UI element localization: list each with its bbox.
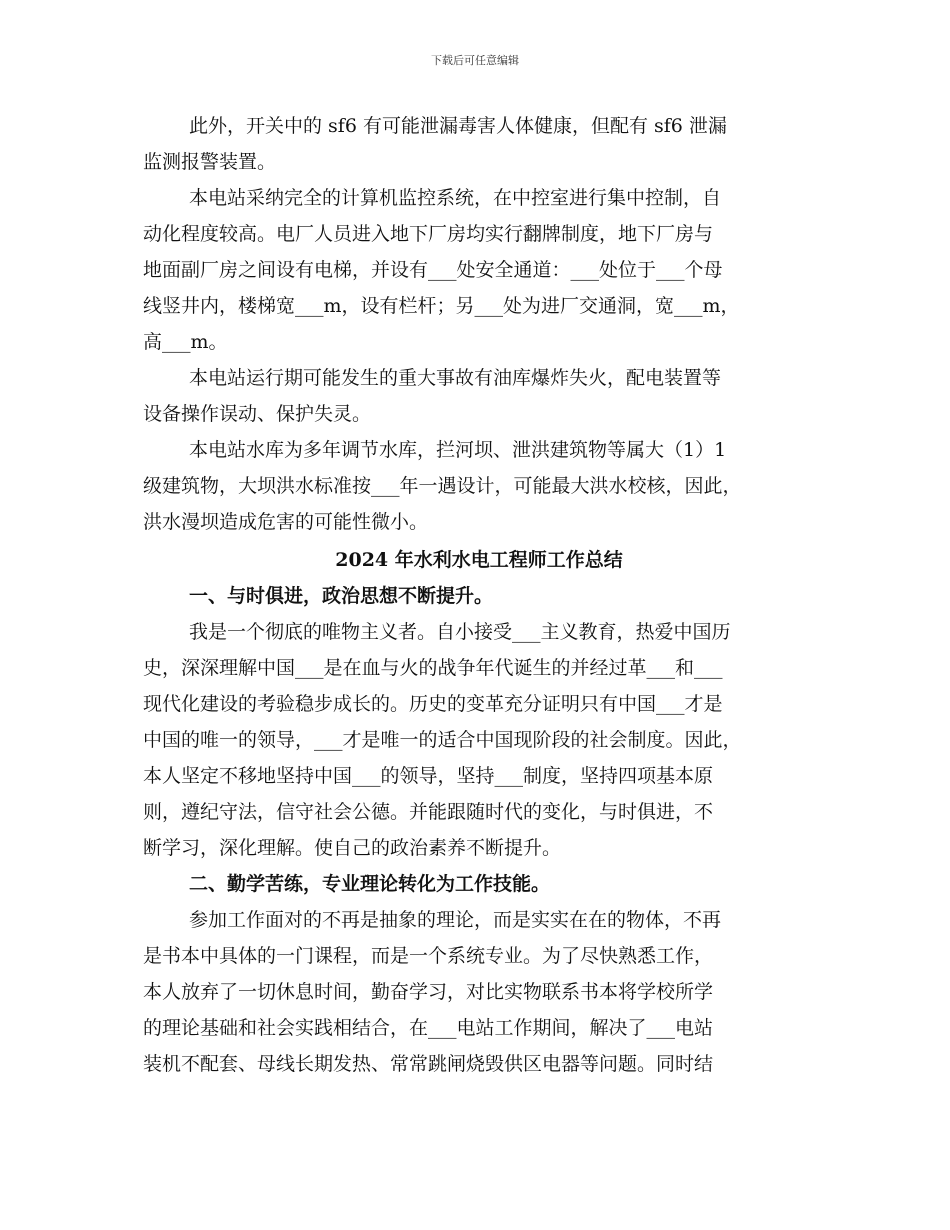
text-line: 级建筑物，大坝洪水标准按___年一遇设计，可能最大洪水校核，因此， <box>143 475 742 497</box>
text-line: 本电站采纳完全的计算机监控系统，在中控室进行集中控制，自 <box>189 187 722 209</box>
text-line: 则，遵纪守法，信守社会公德。并能跟随时代的变化，与时俱进，不 <box>143 801 714 823</box>
text-line: 中国的唯一的领导，___才是唯一的适合中国现阶段的社会制度。因此， <box>143 729 742 751</box>
text-line: 线竖井内，楼梯宽___m，设有栏杆；另___处为进厂交通洞，宽___m， <box>143 295 740 317</box>
section-heading: 一、与时俱进，政治思想不断提升。 <box>189 585 494 607</box>
text-line: 此外，开关中的 sf6 有可能泄漏毒害人体健康，但配有 sf6 泄漏 <box>189 115 727 137</box>
document-title: 2024 年水利水电工程师工作总结 <box>335 549 623 571</box>
page-header: 下载后可任意编辑 <box>431 54 519 67</box>
document-body <box>143 108 815 1082</box>
text-line: 的理论基础和社会实践相结合，在___电站工作期间，解决了___电站 <box>143 1017 714 1039</box>
text-line: 参加工作面对的不再是抽象的理论，而是实实在在的物体，不再 <box>189 909 722 931</box>
text-line: 是书本中具体的一门课程，而是一个系统专业。为了尽快熟悉工作， <box>143 945 714 967</box>
text-line: 现代化建设的考验稳步成长的。历史的变革充分证明只有中国___才是 <box>143 693 723 715</box>
text-line: 本人坚定不移地坚持中国___的领导，坚持___制度，坚持四项基本原 <box>143 765 714 787</box>
paragraph <box>143 432 815 540</box>
paragraph <box>143 614 815 866</box>
text-line: 本电站运行期可能发生的重大事故有油库爆炸失火，配电装置等 <box>189 367 722 389</box>
text-line: 本人放弃了一切休息时间，勤奋学习，对比实物联系书本将学校所学 <box>143 981 714 1003</box>
text-line: 监测报警装置。 <box>143 151 277 173</box>
section-heading: 二、勤学苦练，专业理论转化为工作技能。 <box>189 873 551 895</box>
text-line: 高___m。 <box>143 331 228 353</box>
paragraph <box>143 108 815 180</box>
text-line: 地面副厂房之间设有电梯，并设有___处安全通道：___处位于___个母 <box>143 259 723 281</box>
text-line: 装机不配套、母线长期发热、常常跳闸烧毁供区电器等问题。同时结 <box>143 1053 714 1075</box>
text-line: 史，深深理解中国___是在血与火的战争年代诞生的并经过革___和___ <box>143 657 723 679</box>
text-line: 设备操作误动、保护失灵。 <box>143 403 372 425</box>
paragraph <box>143 360 815 432</box>
text-line: 我是一个彻底的唯物主义者。自小接受___主义教育，热爱中国历 <box>189 621 731 643</box>
paragraph <box>143 180 815 360</box>
paragraph <box>143 902 815 1082</box>
text-line: 动化程度较高。电厂人员进入地下厂房均实行翻牌制度，地下厂房与 <box>143 223 714 245</box>
text-line: 本电站水库为多年调节水库，拦河坝、泄洪建筑物等属大（1）1 <box>189 439 727 461</box>
text-line: 洪水漫坝造成危害的可能性微小。 <box>143 511 429 533</box>
text-line: 断学习，深化理解。使自己的政治素养不断提升。 <box>143 837 562 859</box>
